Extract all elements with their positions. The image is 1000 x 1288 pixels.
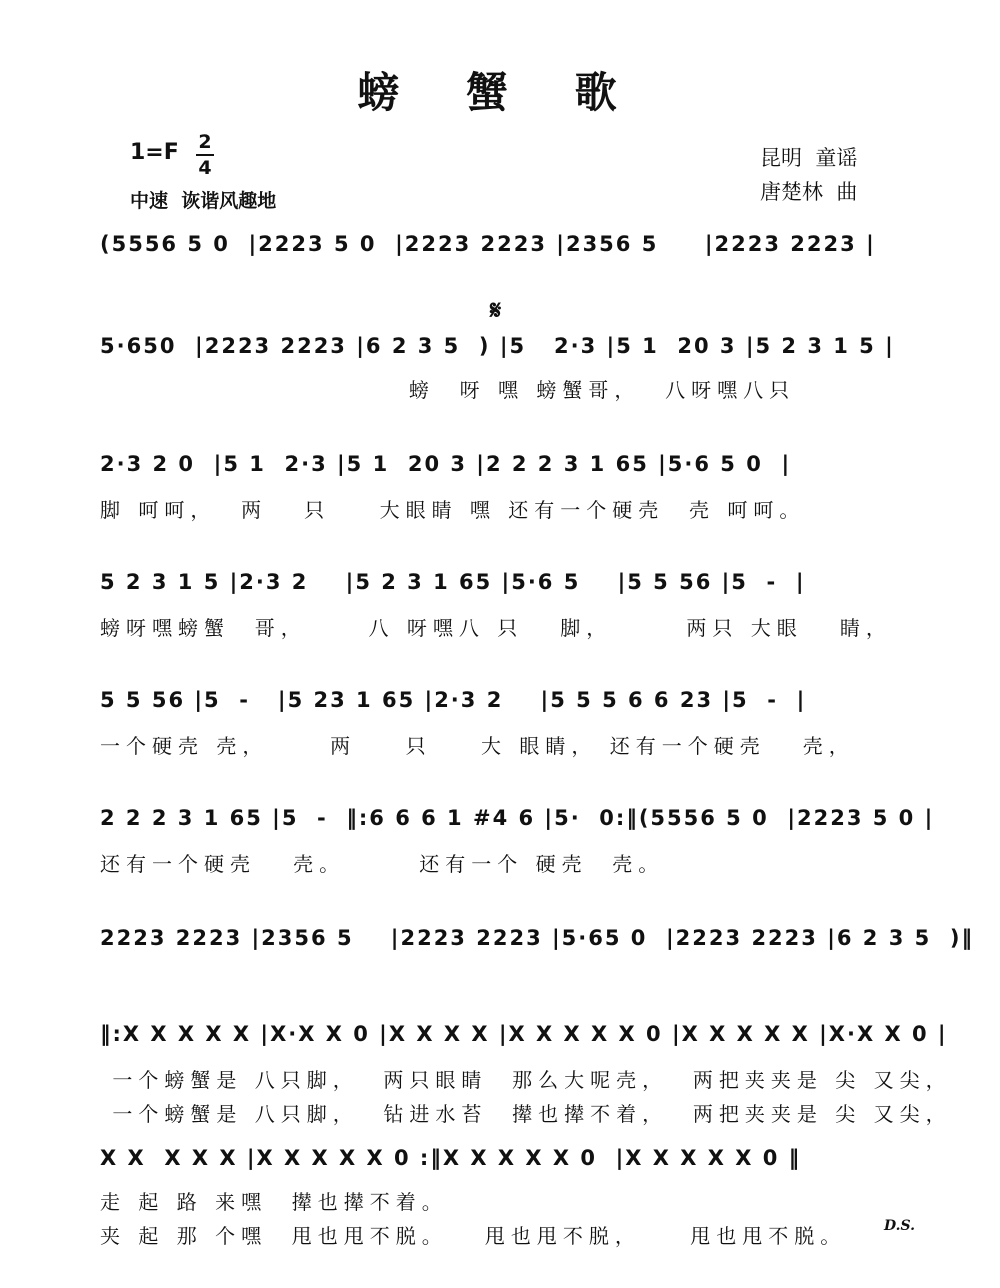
score-row-6-lyrics: 还有一个硬壳 壳。 还有一个 硬壳 壳。 [100, 852, 665, 876]
composer-credit: 唐楚林 曲 [760, 180, 858, 204]
lyricist-credit: 昆明 童谣 [760, 146, 858, 170]
score-row-5-notes: 5 5 56 |5 - |5 23 1 65 |2·3 2 |5 5 5 6 6 23 |5 - | [100, 688, 807, 712]
key-signature: 1=F [130, 140, 179, 165]
time-signature [196, 130, 214, 180]
song-title: 螃 蟹 歌 [357, 68, 643, 117]
score-row-7-notes: 2223 2223 |2356 5 |2223 2223 |5·65 0 |2223 2223 |6 2 3 5 )‖ [100, 926, 974, 950]
time-signature-top: 2 [198, 131, 212, 153]
score-row-4-lyrics: 螃呀嘿螃蟹 哥， 八 呀嘿八 只 脚， 两只 大眼 睛， [100, 616, 892, 640]
score-row-6-notes: 2 2 2 3 1 65 |5 - ‖:6 6 6 1 #4 6 |5· 0:‖(5556 5 0 |2223 5 0 | [100, 806, 935, 830]
rhythm-row-1-lyrics-verse-1: 一个螃蟹是 八只脚， 两只眼睛 那么大呢壳， 两把夹夹是 尖 又尖， [100, 1068, 952, 1092]
score-row-3-lyrics: 脚 呵呵， 两 只 大眼睛 嘿 还有一个硬壳 壳 呵呵。 [100, 498, 806, 522]
score-row-1-notes: (5556 5 0 |2223 5 0 |2223 2223 |2356 5 |2223 2223 | [100, 232, 876, 256]
time-signature-bottom: 4 [196, 154, 214, 180]
tempo-marking: 中速 诙谐风趣地 [130, 190, 277, 212]
rhythm-row-2-lyrics-verse-2: 夹 起 那 个嘿 甩也甩不脱。 甩也甩不脱， 甩也甩不脱。 [100, 1224, 847, 1248]
rhythm-row-2: X X X X X |X X X X X 0 :‖X X X X X 0 |X X X X X 0 ‖ [100, 1146, 802, 1170]
dal-segno-mark: D.S. [884, 1218, 916, 1234]
score-row-4-notes: 5 2 3 1 5 |2·3 2 |5 2 3 1 65 |5·6 5 |5 5 56 |5 - | [100, 570, 806, 594]
score-row-5-lyrics: 一个硬壳 壳， 两 只 大 眼睛， 还有一个硬壳 壳， [100, 734, 855, 758]
rhythm-row-1: ‖:X X X X X |X·X X 0 |X X X X |X X X X X 0 |X X X X X |X·X X 0 | [100, 1022, 948, 1046]
rhythm-row-1-lyrics-verse-2: 一个螃蟹是 八只脚， 钻进水苔 撵也撵不着， 两把夹夹是 尖 又尖， [100, 1102, 952, 1126]
rhythm-row-2-lyrics-verse-1: 走 起 路 来嘿 撵也撵不着。 [100, 1190, 448, 1214]
segno-sign: 𝄋 [490, 296, 502, 326]
score-row-3-notes: 2·3 2 0 |5 1 2·3 |5 1 20 3 |2 2 2 3 1 65 |5·6 5 0 | [100, 452, 792, 476]
score-row-2-notes: 5·650 |2223 2223 |6 2 3 5 ) |5 2·3 |5 1 20 3 |5 2 3 1 5 | [100, 334, 895, 358]
score-row-2-lyrics: 螃 呀 嘿 螃蟹哥， 八呀嘿八只 [100, 378, 796, 402]
